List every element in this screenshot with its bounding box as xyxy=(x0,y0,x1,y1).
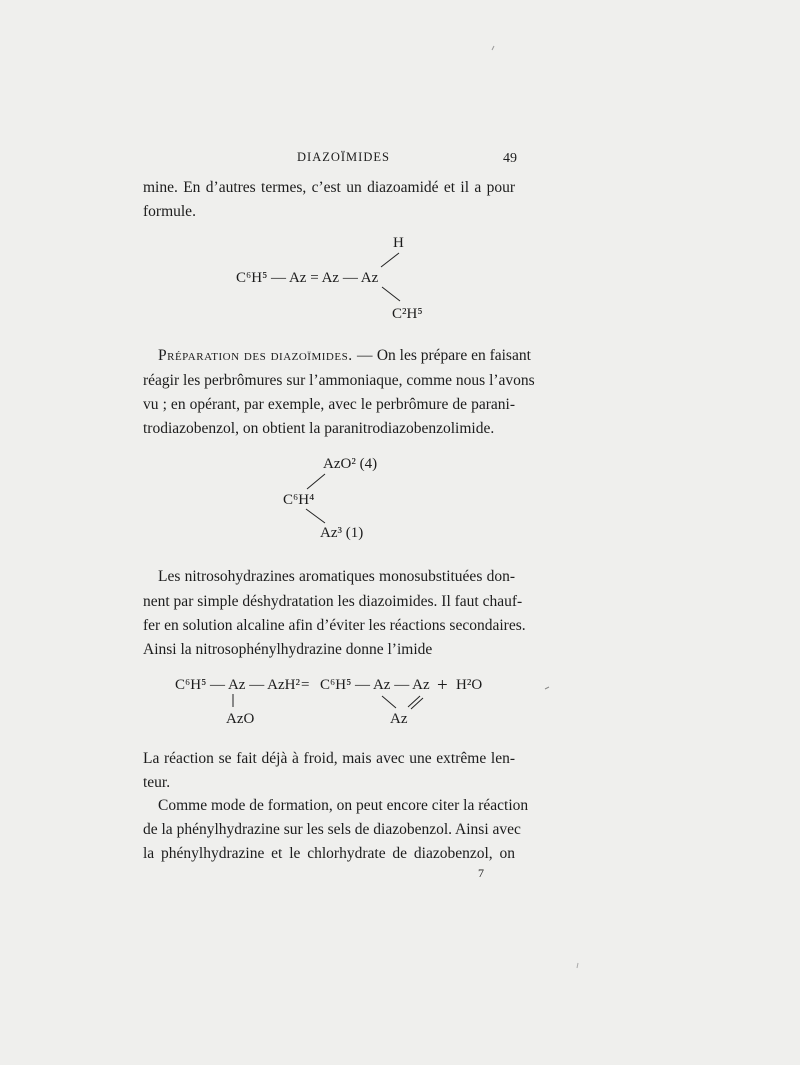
running-title: DIAZOÏMIDES xyxy=(297,150,390,164)
text-line: mine. En d’autres termes, c’est un diazoamidé et il a pour xyxy=(143,179,515,196)
formula-atom-h: H xyxy=(393,235,404,251)
text-line: réagir les perbrômures sur l’ammoniaque, comme nous l’avons xyxy=(143,372,535,389)
formula-chain: C⁶H⁵ — Az = Az — Az xyxy=(236,270,379,286)
section-lead: Préparation des diazoïmides. — xyxy=(158,347,373,364)
text-line: nent par simple déshydratation les diazoimides. Il faut chauf- xyxy=(143,593,523,610)
formula-ethyl: C²H⁵ xyxy=(392,306,423,322)
page-number: 49 xyxy=(503,151,517,166)
section-lead-rest: On les prépare en faisant xyxy=(376,347,531,364)
formula-water: H²O xyxy=(456,677,483,693)
text-line: de la phénylhydrazine sur les sels de diazobenzol. Ainsi avec xyxy=(143,821,521,838)
formula-nitro-group: AzO² (4) xyxy=(323,456,378,472)
text-line: Ainsi la nitrosophénylhydrazine donne l’imide xyxy=(143,641,433,658)
text-line: la phénylhydrazine et le chlorhydrate de diazobenzol, on xyxy=(143,845,515,862)
text-line: teur. xyxy=(143,774,171,791)
text-line: fer en solution alcaline afin d’éviter les réactions secondaires. xyxy=(143,617,526,634)
text-line: Comme mode de formation, on peut encore citer la réaction xyxy=(158,797,529,814)
formula-product: C⁶H⁵ — Az — Az xyxy=(320,677,430,693)
formula-ring-nitrogen: Az xyxy=(390,711,408,727)
text-line: Les nitrosohydrazines aromatiques monosubstituées don- xyxy=(158,568,515,585)
formula-nitroso-group: AzO xyxy=(226,711,255,727)
text-line: vu ; en opérant, par exemple, avec le perbrômure de parani- xyxy=(143,396,515,413)
text-line: La réaction se fait déjà à froid, mais avec une extrême len- xyxy=(143,750,515,767)
text-line: formule. xyxy=(143,203,196,220)
signature-mark: 7 xyxy=(478,866,484,880)
formula-reactant: C⁶H⁵ — Az — AzH² xyxy=(175,677,300,693)
formula-equals: = xyxy=(301,677,310,693)
formula-azide-group: Az³ (1) xyxy=(320,525,364,541)
formula-phenylene: C⁶H⁴ xyxy=(283,492,315,508)
text-line: trodiazobenzol, on obtient la paranitrodiazobenzolimide. xyxy=(143,420,495,437)
formula-plus: + xyxy=(437,675,448,696)
